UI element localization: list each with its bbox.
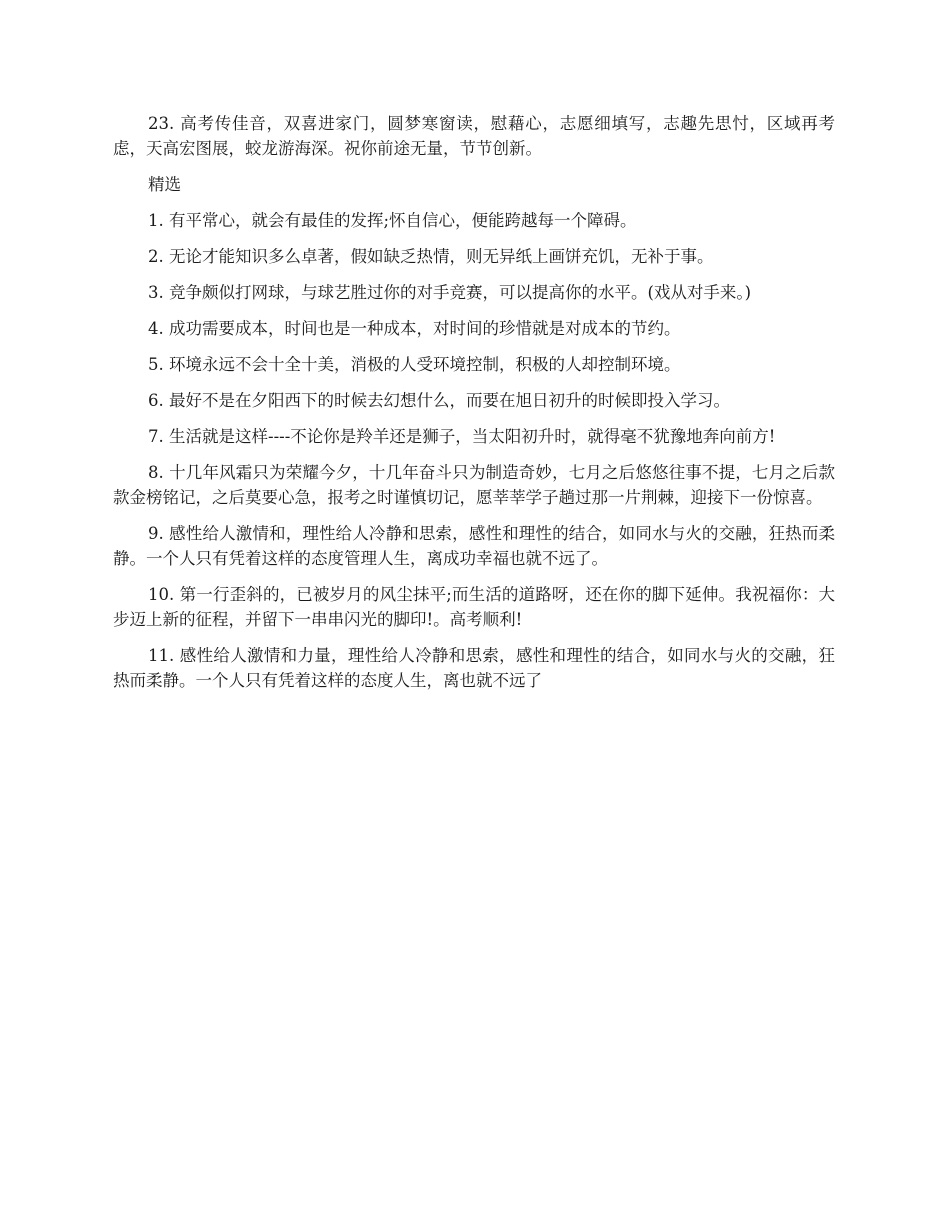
paragraph-1: 1. 有平常心，就会有最佳的发挥;怀自信心，便能跨越每一个障碍。	[148, 211, 637, 230]
paragraph-9: 9. 感性给人激情和，理性给人冷静和思索，感性和理性的结合，如同水与火的交融，狂热而柔静。一个人只有凭着这样的态度管理人生，离成功幸福也就不远了。	[113, 524, 835, 568]
paragraph-7: 7. 生活就是这样----不论你是羚羊还是狮子，当太阳初升时，就得毫不犹豫地奔向前方!	[148, 427, 776, 446]
paragraph-4: 4. 成功需要成本，时间也是一种成本，对时间的珍惜就是对成本的节约。	[148, 319, 681, 338]
paragraph-6: 6. 最好不是在夕阳西下的时候去幻想什么，而要在旭日初升的时候即投入学习。	[148, 391, 730, 410]
document-body	[113, 111, 835, 704]
paragraph-23: 23. 高考传佳音，双喜进家门，圆梦寒窗读，慰藉心，志愿细填写，志趣先思忖，区域再考虑，天高宏图展，蛟龙游海深。祝你前途无量，节节创新。	[113, 114, 835, 158]
paragraph-11: 11. 感性给人激情和力量，理性给人冷静和思索，感性和理性的结合，如同水与火的交融，狂热而柔静。一个人只有凭着这样的态度人生，离也就不远了	[113, 646, 835, 690]
paragraph-3: 3. 竞争颇似打网球，与球艺胜过你的对手竞赛，可以提高你的水平。(戏从对手来。)	[148, 283, 752, 302]
paragraph-5: 5. 环境永远不会十全十美，消极的人受环境控制，积极的人却控制环境。	[148, 355, 681, 374]
paragraph-8: 8. 十几年风霜只为荣耀今夕，十几年奋斗只为制造奇妙，七月之后悠悠往事不提，七月之后款款金榜铭记，之后莫要心急，报考之时谨慎切记，愿莘莘学子趟过那一片荆棘，迎接下一份惊喜。	[113, 463, 835, 507]
paragraph-2: 2. 无论才能知识多么卓著，假如缺乏热情，则无异纸上画饼充饥，无补于事。	[148, 247, 714, 266]
section-heading-selected: 精选	[148, 175, 181, 194]
paragraph-10: 10. 第一行歪斜的，已被岁月的风尘抹平;而生活的道路呀，还在你的脚下延伸。我祝福你：大步迈上新的征程，并留下一串串闪光的脚印!。高考顺利!	[113, 585, 835, 629]
